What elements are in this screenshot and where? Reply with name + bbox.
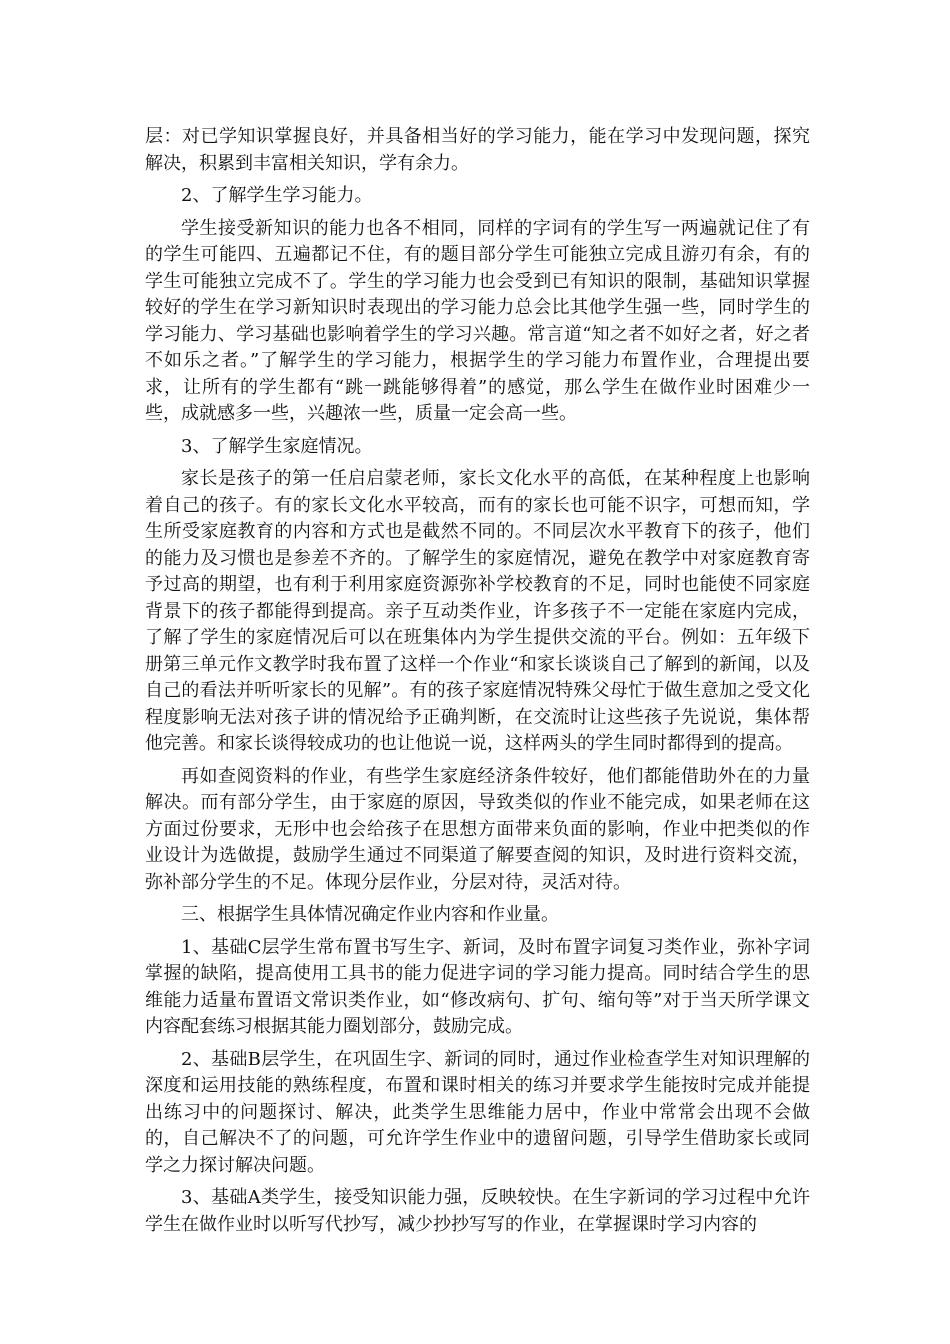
document-page [145,124,810,1244]
paragraph-4-heading: 3、了解学生家庭情况。 [181,435,373,457]
paragraph-7-heading: 三、根据学生具体情况确定作业内容和作业量。 [181,904,559,925]
paragraph-9: 2、基础B层学生，在巩固生字、新词的同时，通过作业检查学生对知识理解的深度和运用技能的熟练程度，布置和课时相关的练习并要求学生能按时完成并能提出练习中的问题探讨、解决，此类学生思维能力居中，作业中常常会出现不会做的，自己解决不了的问题，可允许学生作业中的遗留问题，引导学生借助家长或同学之力探讨解决问题。 [145,1048,810,1176]
paragraph-6: 再如查阅资料的作业，有些学生家庭经济条件较好，他们都能借助外在的力量解决。而有部分学生，由于家庭的原因，导致类似的作业不能完成，如果老师在这方面过份要求，无形中也会给孩子在思想方面带来负面的影响，作业中把类似的作业设计为选做提，鼓励学生通过不同渠道了解要查阅的知识，及时进行资料交流，弥补部分学生的不足。体现分层作业，分层对待，灵活对待。 [145,765,810,893]
paragraph-3: 学生接受新知识的能力也各不相同，同样的字词有的学生写一两遍就记住了有的学生可能四、五遍都记不住，有的题目部分学生可能独立完成且游刃有余，有的学生可能独立完成不了。学生的学习能力也会受到已有知识的限制，基础知识掌握较好的学生在学习新知识时表现出的学习能力总会比其他学生强一些，同时学生的学习能力、学习基础也影响着学生的学习兴趣。常言道“知之者不如好之者，好之者不如乐之者。”了解学生的学习能力，根据学生的学习能力布置作业，合理提出要求，让所有的学生都有“跳一跳能够得着”的感觉，那么学生在做作业时困难少一些，成就感多一些，兴趣浓一些，质量一定会高一些。 [145,217,810,424]
paragraph-5: 家长是孩子的第一任启启蒙老师，家长文化水平的高低，在某种程度上也影响着自己的孩子。有的家长文化水平较高，而有的家长也可能不识字，可想而知，学生所受家庭教育的内容和方式也是截然不同的。不同层次水平教育下的孩子，他们的能力及习惯也是参差不齐的。了解学生的家庭情况，避免在教学中对家庭教育寄予过高的期望，也有利于利用家庭资源弥补学校教育的不足，同时也能使不同家庭背景下的孩子都能得到提高。亲子互动类作业，许多孩子不一定能在家庭内完成，了解了学生的家庭情况后可以在班集体内为学生提供交流的平台。例如：五年级下册第三单元作文教学时我布置了这样一个作业“和家长谈谈自己了解到的新闻，以及自己的看法并听听家长的见解”。有的孩子家庭情况特殊父母忙于做生意加之受文化程度影响无法对孩子讲的情况给予正确判断，在交流时让这些孩子先说说，集体帮他完善。和家长谈得较成功的也让他说一说，这样两头的学生同时都得到的提高。 [145,468,810,754]
paragraph-8: 1、基础C层学生常布置书写生字、新词，及时布置字词复习类作业，弥补字词掌握的缺陷，提高使用工具书的能力促进字词的学习能力提高。同时结合学生的思维能力适量布置语文常识类作业，如“修改病句、扩句、缩句等”对于当天所学课文内容配套练习根据其能力圈划部分，鼓励完成。 [145,936,810,1037]
paragraph-10: 3、基础A类学生，接受知识能力强，反映较快。在生字新词的学习过程中允许学生在做作业时以听写代抄写，减少抄抄写写的作业，在掌握课时学习内容的 [145,1187,810,1235]
paragraph-1: 层：对已学知识掌握良好，并具备相当好的学习能力，能在学习中发现问题，探究解决，积累到丰富相关知识，学有余力。 [145,126,810,174]
paragraph-2-heading: 2、了解学生学习能力。 [181,185,373,206]
